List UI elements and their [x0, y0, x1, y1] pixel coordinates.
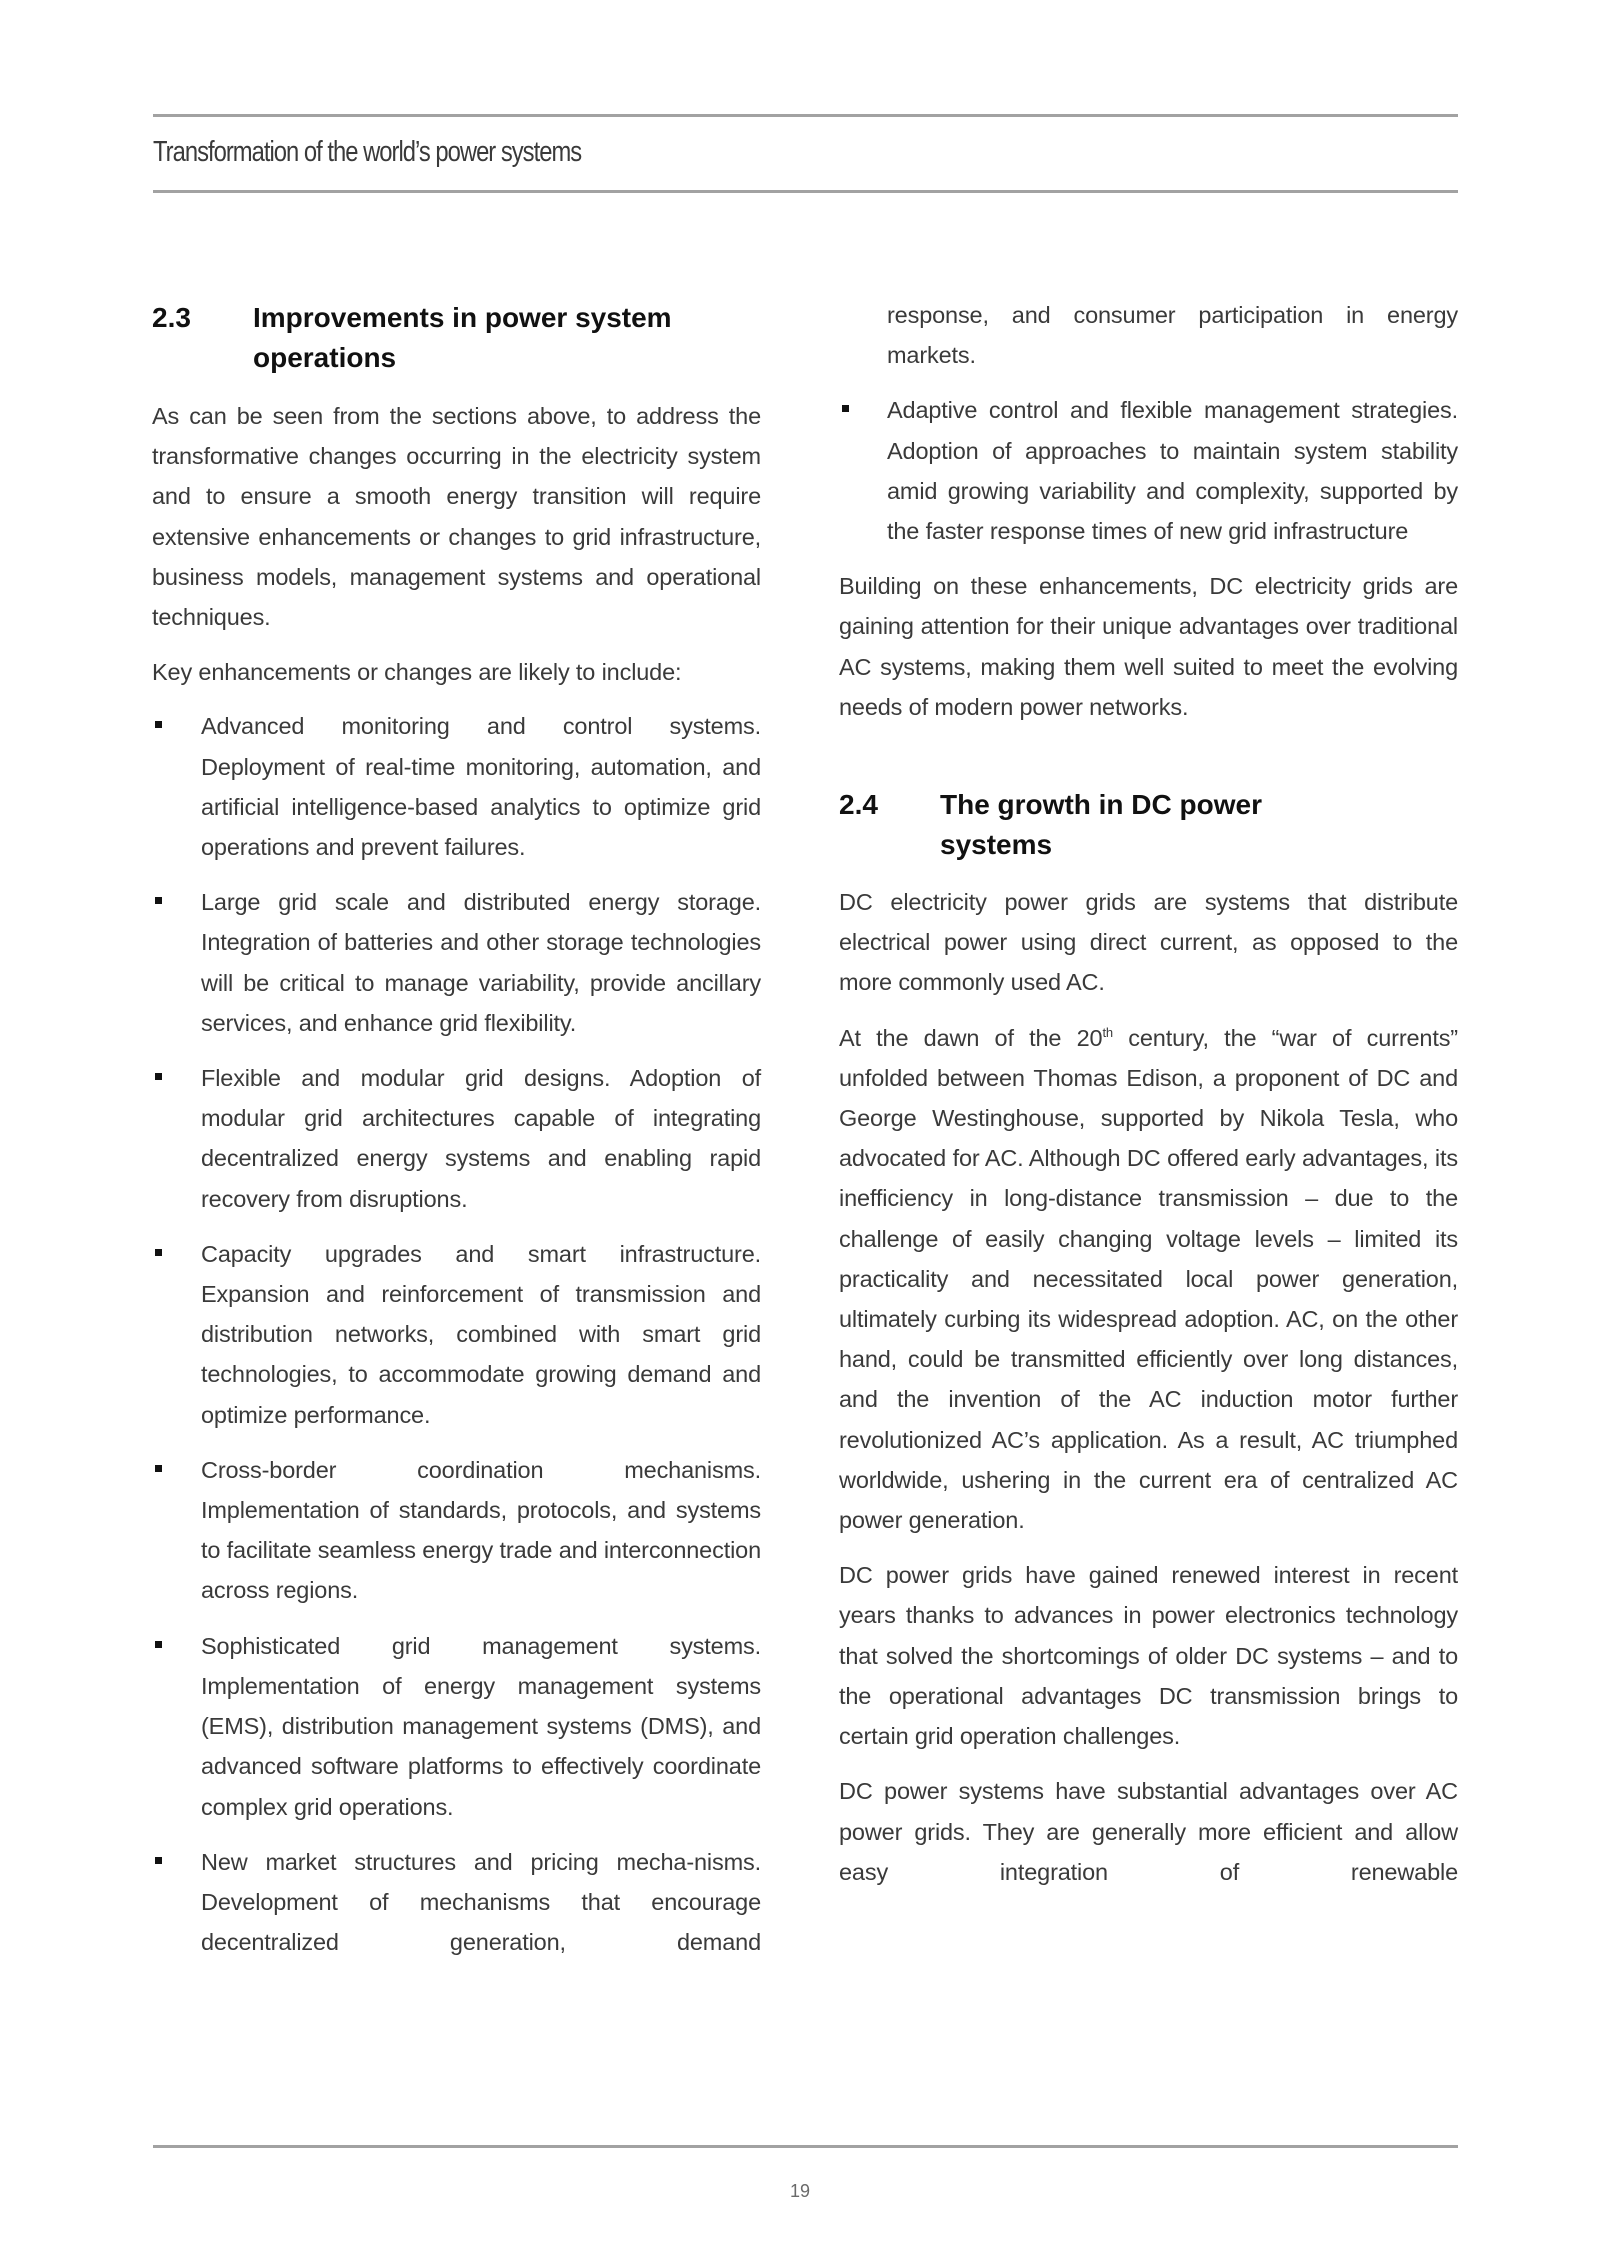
header-rule-bottom — [153, 190, 1458, 193]
list-item-continuation: response, and consumer participation in energy markets. — [887, 302, 1458, 369]
list-item — [839, 390, 1458, 551]
body-paragraph: DC electricity power grids are systems that distribute electrical power using direct current, as opposed to the more commonly used AC. — [839, 889, 1458, 996]
list-item — [152, 1842, 761, 1963]
enhancements-list — [152, 706, 761, 1962]
body-paragraph: DC power systems have substantial advantages over AC power grids. They are generally more efficient and allow easy integration of renewable — [839, 1778, 1458, 1885]
bullet-square-icon — [155, 1465, 162, 1472]
list-item-text: Capacity upgrades and smart infrastructure. Expansion and reinforcement of transmission and distribution networks, combined with smart grid technologies, to accommodate growing demand and optimize performance. — [201, 1240, 761, 1428]
list-item — [152, 706, 761, 867]
list-item — [152, 1058, 761, 1219]
body-paragraph: DC power grids have gained renewed interest in recent years thanks to advances in power electronics technology that solved the shortcomings of older DC systems – and to the operational advantages DC transmission brings to certain grid operation challenges. — [839, 1562, 1458, 1750]
intro-paragraph: As can be seen from the sections above, to address the transformative changes occurring in the electricity system and to ensure a smooth energy transition will require extensive enhancements or changes to grid infrastructure, business models, management systems and operational techniques. — [152, 403, 761, 631]
right-column — [839, 295, 1458, 1907]
section-number: 2.4 — [839, 789, 878, 821]
list-item-text: Adaptive control and flexible management strategies. Adoption of approaches to maintain system stability amid growing variability and complexity, supported by the faster response times of new grid infrastructure — [887, 397, 1458, 545]
header-rule-top — [153, 114, 1458, 117]
section-title: The growth in DC power systems — [940, 789, 1262, 861]
bullet-square-icon — [155, 1857, 162, 1864]
list-item-text: New market structures and pricing mecha-nisms. Development of mechanisms that encourage decentralized generation, demand — [201, 1848, 761, 1956]
page-number: 19 — [789, 2181, 811, 2201]
list-item — [152, 882, 761, 1043]
section-heading-2-3 — [152, 298, 761, 378]
superscript: th — [1102, 1024, 1113, 1040]
list-item-text: Advanced monitoring and control systems. Deployment of real-time monitoring, automation, and artificial intelligence-based analytics to optimize grid operations and prevent failures. — [201, 713, 761, 861]
closing-paragraph: Building on these enhancements, DC electricity grids are gaining attention for their unique advantages over traditional AC systems, making them well suited to meet the evolving needs of modern power networks. — [839, 573, 1458, 720]
list-item-text: Large grid scale and distributed energy storage. Integration of batteries and other storage technologies will be critical to manage variability, provide ancillary services, and enhance grid flexibility. — [201, 889, 761, 1036]
enhancements-list-continued — [839, 390, 1458, 551]
running-header-title: Transformation of the world’s power systems — [153, 136, 582, 168]
bullet-square-icon — [155, 1641, 162, 1648]
bullet-square-icon — [155, 897, 162, 904]
list-item — [152, 1234, 761, 1435]
bullet-square-icon — [842, 405, 849, 412]
bullet-square-icon — [155, 1073, 162, 1080]
list-item-text: Flexible and modular grid designs. Adoption of modular grid architectures capable of integrating decentralized energy systems and enabling rapid recovery from disruptions. — [201, 1065, 761, 1212]
bullet-square-icon — [155, 1249, 162, 1256]
section-number: 2.3 — [152, 302, 191, 333]
paragraph-text: At the dawn of the 20 — [839, 1024, 1103, 1051]
list-item — [152, 1626, 761, 1827]
footer-rule — [153, 2145, 1458, 2148]
body-paragraph-war-of-currents — [839, 1018, 1458, 1541]
list-intro: Key enhancements or changes are likely to include: — [152, 659, 682, 686]
section-heading-2-4 — [839, 785, 1458, 865]
list-item — [152, 1450, 761, 1611]
list-item-text: Cross-border coordination mechanisms. Implementation of standards, protocols, and systems to facilitate seamless energy trade and interconnection across regions. — [201, 1456, 761, 1604]
left-column — [152, 298, 761, 1977]
bullet-square-icon — [155, 721, 162, 728]
list-item-text: Sophisticated grid management systems. Implementation of energy management systems (EMS), distribution management systems (DMS), and advanced software platforms to effectively coordinate complex grid operations. — [201, 1632, 761, 1820]
section-title: Improvements in power system operations — [253, 302, 672, 373]
paragraph-text: century, the “war of currents” unfolded between Thomas Edison, a proponent of DC and George Westinghouse, supported by Nikola Tesla, who advocated for AC. Although DC offered early advantages, its inefficiency in long-distance transmission – due to the challenge of easily changing voltage levels – limited its practicality and necessitated local power generation, ultimately curbing its widespread adoption. AC, on the other hand, could be transmitted efficiently over long distances, and the invention of the AC induction motor further revolutionized AC’s application. As a result, AC triumphed worldwide, ushering in the current era of centralized AC power generation. — [839, 1024, 1458, 1534]
